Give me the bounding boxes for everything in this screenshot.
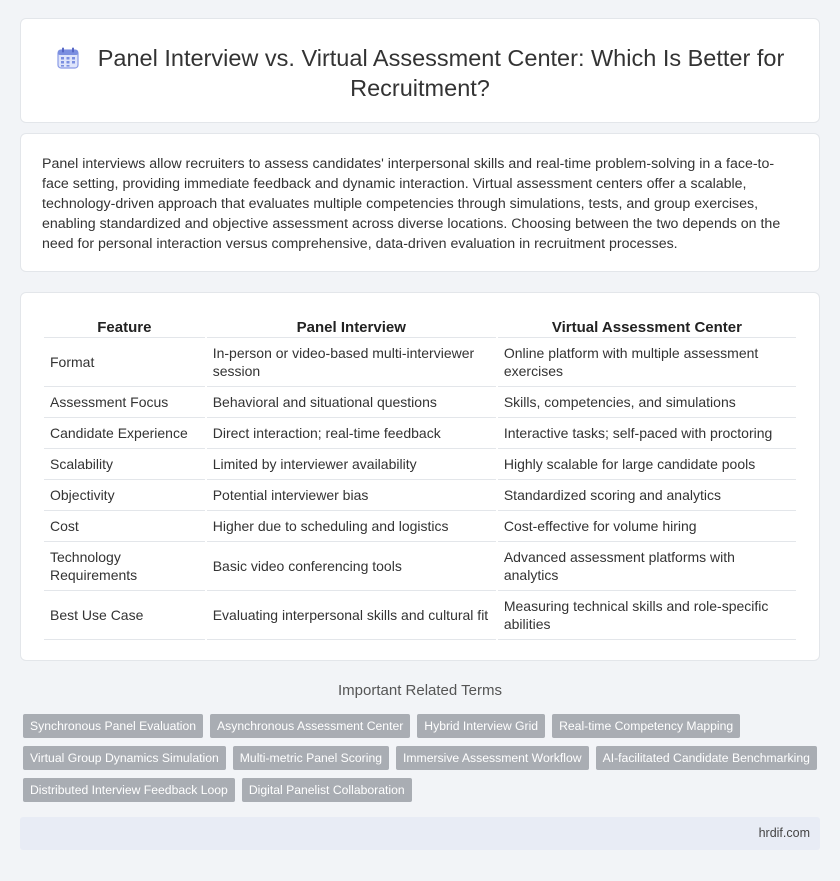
table-row xyxy=(44,511,796,542)
table-row xyxy=(44,418,796,449)
intro-card xyxy=(20,133,820,272)
row-feature: Technology Requirements xyxy=(44,542,205,591)
related-term-tag[interactable]: Distributed Interview Feedback Loop xyxy=(23,778,235,802)
header-panel-interview: Panel Interview xyxy=(207,315,496,338)
row-panel: Direct interaction; real-time feedback xyxy=(207,418,496,449)
related-term-tag[interactable]: Hybrid Interview Grid xyxy=(417,714,545,738)
tag-row xyxy=(23,714,823,738)
header-feature: Feature xyxy=(44,315,205,338)
related-term-tag[interactable]: Immersive Assessment Workflow xyxy=(396,746,589,770)
tag-row xyxy=(23,778,823,802)
page-title-line xyxy=(21,43,819,103)
row-feature: Best Use Case xyxy=(44,591,205,640)
row-feature: Scalability xyxy=(44,449,205,480)
row-feature: Assessment Focus xyxy=(44,387,205,418)
row-panel: Limited by interviewer availability xyxy=(207,449,496,480)
row-virtual: Skills, competencies, and simulations xyxy=(498,387,796,418)
row-virtual: Cost-effective for volume hiring xyxy=(498,511,796,542)
row-virtual: Standardized scoring and analytics xyxy=(498,480,796,511)
related-term-tag[interactable]: Virtual Group Dynamics Simulation xyxy=(23,746,226,770)
related-terms-title: Important Related Terms xyxy=(338,682,502,699)
row-virtual: Interactive tasks; self-paced with proctoring xyxy=(498,418,796,449)
row-virtual: Highly scalable for large candidate pools xyxy=(498,449,796,480)
calendar-icon xyxy=(56,46,80,70)
table-row xyxy=(44,480,796,511)
row-feature: Candidate Experience xyxy=(44,418,205,449)
row-virtual: Advanced assessment platforms with analytics xyxy=(498,542,796,591)
row-virtual: Online platform with multiple assessment exercises xyxy=(498,338,796,387)
table-row xyxy=(44,449,796,480)
header-card xyxy=(20,18,820,123)
related-term-tag[interactable]: Real-time Competency Mapping xyxy=(552,714,740,738)
related-term-tag[interactable]: Asynchronous Assessment Center xyxy=(210,714,410,738)
row-feature: Format xyxy=(44,338,205,387)
row-panel: Potential interviewer bias xyxy=(207,480,496,511)
comparison-card xyxy=(20,292,820,661)
footer xyxy=(20,817,820,850)
comparison-table xyxy=(42,315,798,640)
row-feature: Objectivity xyxy=(44,480,205,511)
table-header-row xyxy=(44,315,796,338)
row-feature: Cost xyxy=(44,511,205,542)
page-title: Panel Interview vs. Virtual Assessment Center: Which Is Better for Recruitment? xyxy=(97,45,785,101)
table-row xyxy=(44,387,796,418)
related-term-tag[interactable]: Digital Panelist Collaboration xyxy=(242,778,412,802)
row-panel: Behavioral and situational questions xyxy=(207,387,496,418)
row-panel: Basic video conferencing tools xyxy=(207,542,496,591)
related-term-tag[interactable]: AI-facilitated Candidate Benchmarking xyxy=(596,746,817,770)
tag-row xyxy=(23,746,823,770)
row-virtual: Measuring technical skills and role-specific abilities xyxy=(498,591,796,640)
related-term-tag[interactable]: Multi-metric Panel Scoring xyxy=(233,746,389,770)
table-row xyxy=(44,591,796,640)
related-terms-tags xyxy=(23,714,823,810)
row-panel: Higher due to scheduling and logistics xyxy=(207,511,496,542)
footer-site-link[interactable]: hrdif.com xyxy=(758,826,810,840)
header-virtual-assessment: Virtual Assessment Center xyxy=(498,315,796,338)
table-row xyxy=(44,338,796,387)
row-panel: In-person or video-based multi-interviewer session xyxy=(207,338,496,387)
row-panel: Evaluating interpersonal skills and cultural fit xyxy=(207,591,496,640)
related-term-tag[interactable]: Synchronous Panel Evaluation xyxy=(23,714,203,738)
table-row xyxy=(44,542,796,591)
intro-text: Panel interviews allow recruiters to assess candidates' interpersonal skills and real-time problem-solving in a face-to-face setting, providing immediate feedback and dynamic interaction. Virtual assessment centers offer a scalable, technology-driven approach that evaluates multiple competencies through simulations, tests, and group exercises, enabling standardized and objective assessment across diverse locations. Choosing between the two depends on the need for personal interaction versus comprehensive, data-driven evaluation in recruitment processes. xyxy=(42,156,781,252)
